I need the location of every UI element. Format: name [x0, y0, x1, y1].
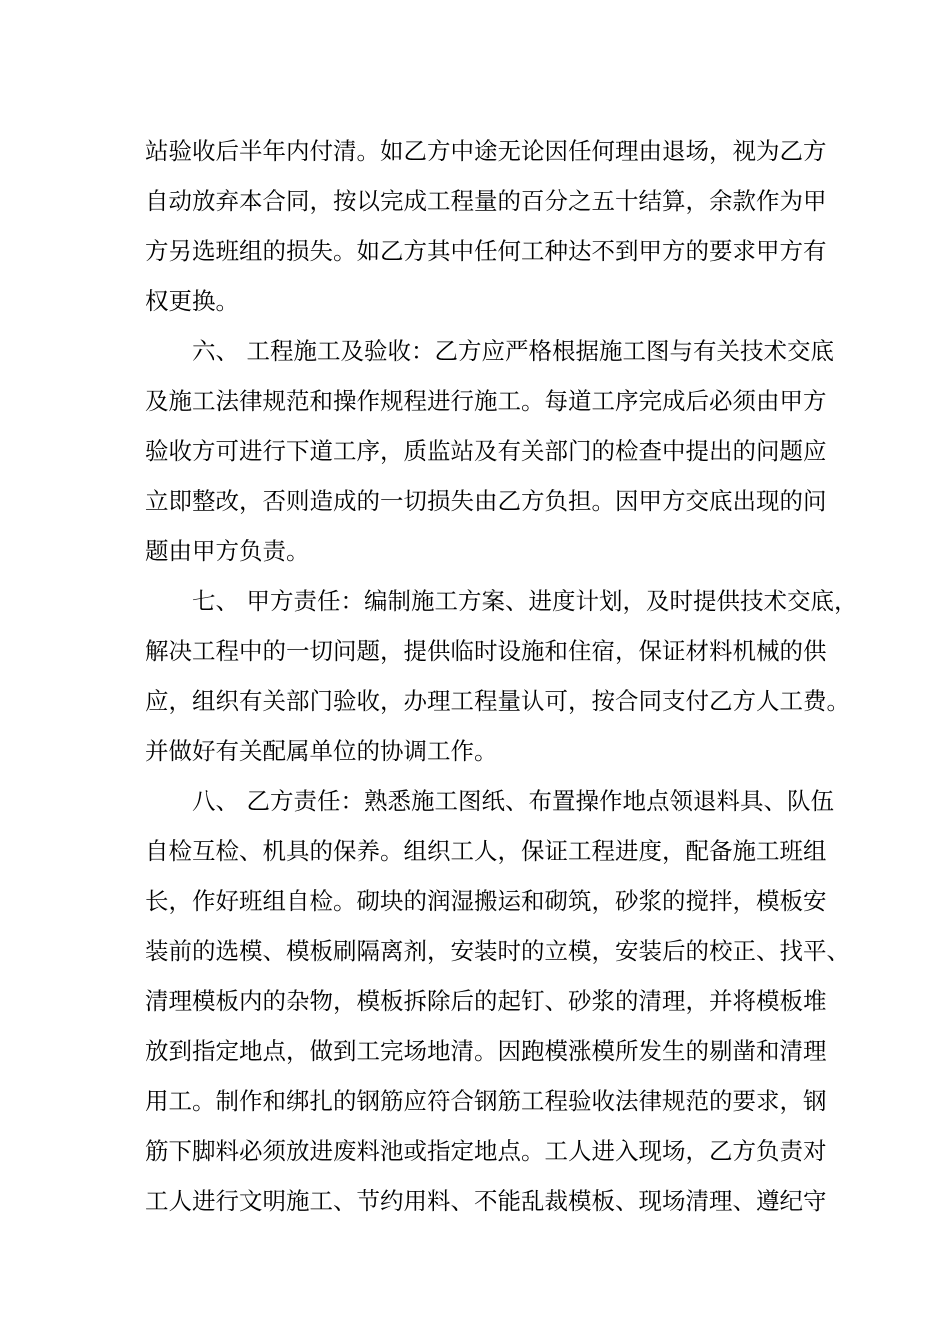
section-heading-6: 六、 工程施工及验收：乙方应严格根据施工图与有关技术交底: [192, 337, 834, 365]
text-line-18: 清理模板内的杂物，模板拆除后的起钉、砂浆的清理，并将模板堆: [145, 987, 827, 1015]
text-line-8: 立即整改，否则造成的一切损失由乙方负担。因甲方交底出现的问: [145, 487, 827, 515]
text-line-13: 并做好有关配属单位的协调工作。: [145, 737, 498, 765]
text-line-3: 方另选班组的损失。如乙方其中任何工种达不到甲方的要求甲方有: [145, 237, 827, 265]
section-heading-8: 八、 乙方责任：熟悉施工图纸、布置操作地点领退料具、队伍: [192, 787, 834, 815]
text-line-21: 筋下脚料必须放进废料池或指定地点。工人进入现场，乙方负责对: [145, 1137, 827, 1165]
text-line-9: 题由甲方负责。: [145, 537, 310, 565]
text-line-2: 自动放弃本合同，按以完成工程量的百分之五十结算，余款作为甲: [145, 187, 827, 215]
section-heading-7: 七、 甲方责任：编制施工方案、进度计划，及时提供技术交底，: [192, 587, 858, 615]
text-line-17: 装前的选模、模板刷隔离剂，安装时的立模，安装后的校正、找平、: [145, 937, 850, 965]
text-line-7: 验收方可进行下道工序，质监站及有关部门的检查中提出的问题应: [145, 437, 827, 465]
text-line-15: 自检互检、机具的保养。组织工人，保证工程进度，配备施工班组: [145, 837, 827, 865]
text-line-20: 用工。制作和绑扎的钢筋应符合钢筋工程验收法律规范的要求，钢: [145, 1087, 827, 1115]
text-line-6: 及施工法律规范和操作规程进行施工。每道工序完成后必须由甲方: [145, 387, 827, 415]
text-line-1: 站验收后半年内付清。如乙方中途无论因任何理由退场，视为乙方: [145, 137, 827, 165]
text-line-16: 长，作好班组自检。砌块的润湿搬运和砌筑，砂浆的搅拌，模板安: [145, 887, 827, 915]
text-line-22: 工人进行文明施工、节约用料、不能乱裁模板、现场清理、遵纪守: [145, 1187, 827, 1215]
text-line-11: 解决工程中的一切问题，提供临时设施和住宿，保证材料机械的供: [145, 637, 827, 665]
text-line-12: 应，组织有关部门验收，办理工程量认可，按合同支付乙方人工费。: [145, 687, 850, 715]
text-line-4: 权更换。: [145, 287, 239, 315]
text-line-19: 放到指定地点，做到工完场地清。因跑模涨模所发生的剔凿和清理: [145, 1037, 827, 1065]
